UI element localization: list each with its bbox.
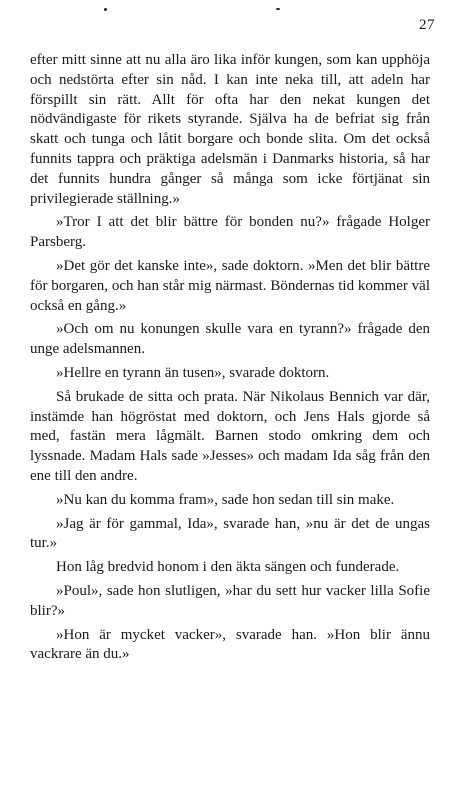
paragraph: Hon låg bredvid honom i den äkta sängen och funderade. <box>56 559 400 576</box>
paragraph: »Nu kan du komma fram», sade hon sedan till sin make. <box>56 491 395 508</box>
paragraph: Så brukade de sitta och prata. När Nikolaus Bennich var där, instämde han högröstat med doktorn, och Jens Hals gjorde så med, fastän mera lågmält. Barnen stodo omkring dem och lyssnade. Madam Hals sade »Jesses» och madam Ida såg från den ene till den andre. <box>30 388 430 484</box>
print-speck <box>104 8 107 11</box>
print-speck <box>276 8 280 10</box>
page-number: 27 <box>419 17 435 33</box>
paragraph: efter mitt sinne att nu alla äro lika inför kungen, som kan upphöja och nedstörta efter sin nåd. I kan inte neka till, att adeln har förspillt sin rätt. Allt för ofta har den nekat kungen det nödvändigaste för rikets styrande. Själva ha de befriat sig från skatt och tunga och låtit borgare och bonde slita. Om det också funnits tappra och präktiga adelsmän i Danmarks historia, så har det funnits hundra gånger så många som icke förtjänat sin privilegierade ställning.» <box>30 52 430 207</box>
paragraph: »Jag är för gammal, Ida», svarade han, »nu är det de ungas tur.» <box>30 515 430 552</box>
paragraph: »Tror I att det blir bättre för bonden nu?» frågade Holger Parsberg. <box>30 214 430 251</box>
paragraph: »Hellre en tyrann än tusen», svarade doktorn. <box>56 364 330 381</box>
paragraph: »Och om nu konungen skulle vara en tyrann?» frågade den unge adelsmannen. <box>30 321 430 358</box>
paragraph: »Det gör det kanske inte», sade doktorn. »Men det blir bättre för borgaren, och han står mig närmast. Böndernas tid kommer väl också en gång.» <box>30 257 430 314</box>
paragraph: »Hon är mycket vacker», svarade han. »Hon blir ännu vackrare än du.» <box>30 626 430 663</box>
paragraph: »Poul», sade hon slutligen, »har du sett hur vacker lilla Sofie blir?» <box>30 582 430 619</box>
body-text <box>30 51 430 669</box>
